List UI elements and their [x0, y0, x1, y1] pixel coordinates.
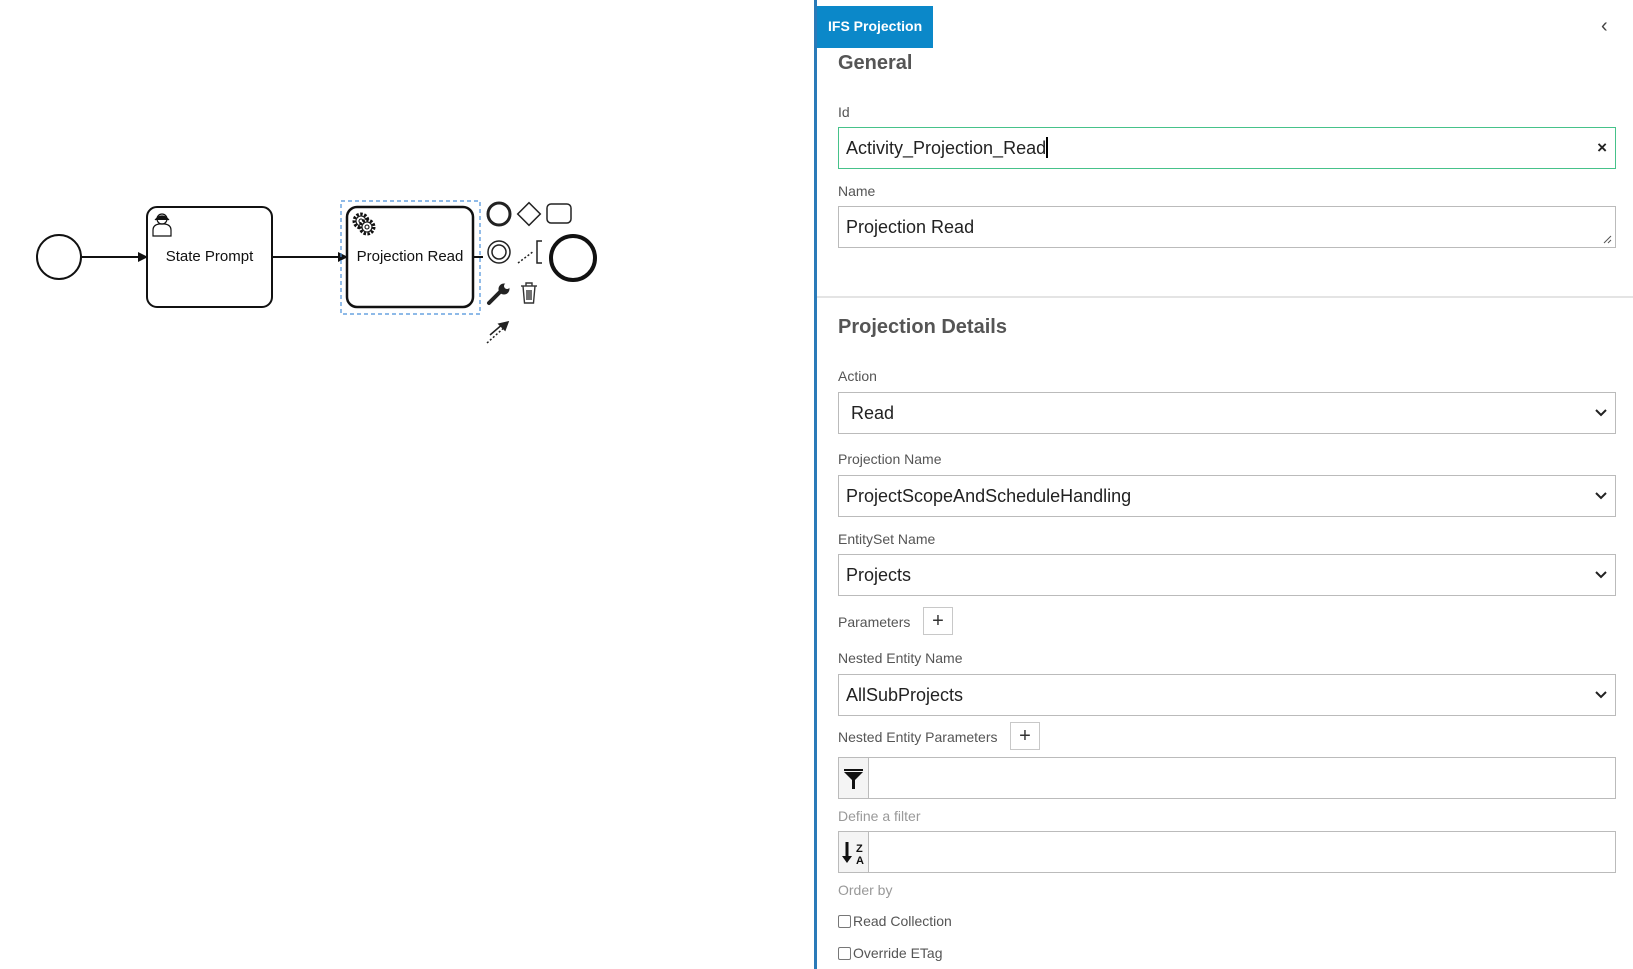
chevron-down-icon: [1593, 393, 1609, 433]
name-label: Name: [838, 183, 876, 199]
read-collection-row[interactable]: [838, 913, 952, 929]
resize-grip-icon[interactable]: [1603, 235, 1612, 244]
add-parameter-button[interactable]: +: [923, 607, 953, 635]
projection-name-select[interactable]: [838, 475, 1616, 517]
end-event[interactable]: [551, 236, 595, 280]
id-label: Id: [838, 104, 850, 120]
intermediate-event-icon[interactable]: [488, 241, 510, 263]
wrench-icon[interactable]: [489, 283, 510, 303]
filter-input-field[interactable]: [869, 758, 1615, 798]
action-select-value: Read: [851, 403, 895, 423]
clear-id-icon[interactable]: ×: [1597, 138, 1607, 157]
start-event[interactable]: [37, 235, 81, 279]
nested-entity-name-value: AllSubProjects: [846, 685, 964, 705]
id-input-value: Activity_Projection_Read: [846, 138, 1047, 158]
collapse-panel-icon[interactable]: ‹: [1601, 15, 1608, 37]
trash-icon[interactable]: [521, 283, 537, 303]
nested-entity-parameters-label: Nested Entity Parameters: [838, 729, 998, 745]
entityset-name-value: Projects: [846, 565, 912, 585]
chevron-down-icon: [1593, 476, 1609, 516]
projection-name-label: Projection Name: [838, 451, 942, 467]
nested-entity-name-label: Nested Entity Name: [838, 650, 963, 666]
diagram-svg: [0, 0, 815, 969]
text-caret: [1046, 137, 1048, 158]
action-label: Action: [838, 368, 877, 384]
panel-tab-ifs-projection[interactable]: IFS Projection: [817, 6, 933, 48]
section-general-title: General: [838, 52, 913, 74]
name-textarea[interactable]: [838, 206, 1616, 248]
id-input[interactable]: [838, 127, 1616, 169]
sort-desc-icon: [839, 832, 869, 872]
action-select[interactable]: [838, 392, 1616, 434]
text-annotation-icon[interactable]: [518, 241, 542, 263]
entityset-name-select[interactable]: [838, 554, 1616, 596]
parameters-label: Parameters: [838, 614, 911, 630]
sort-icon-a: A: [856, 855, 864, 867]
entityset-name-label: EntitySet Name: [838, 531, 936, 547]
connect-arrow-icon[interactable]: [487, 322, 508, 343]
gateway-icon[interactable]: [518, 203, 541, 226]
read-collection-label: Read Collection: [853, 913, 952, 929]
filter-hint: Define a filter: [838, 808, 921, 824]
order-by-input-field[interactable]: [869, 832, 1615, 872]
filter-icon: [839, 758, 869, 798]
add-nested-parameter-button[interactable]: +: [1010, 722, 1040, 750]
start-event-icon[interactable]: [488, 203, 510, 225]
chevron-down-icon: [1593, 675, 1609, 715]
order-by-hint: Order by: [838, 882, 893, 898]
filter-input[interactable]: [838, 757, 1616, 799]
nested-entity-name-select[interactable]: [838, 674, 1616, 716]
order-by-input[interactable]: [838, 831, 1616, 873]
projection-name-value: ProjectScopeAndScheduleHandling: [846, 486, 1132, 506]
read-collection-checkbox[interactable]: [838, 915, 851, 928]
override-etag-checkbox[interactable]: [838, 947, 851, 960]
properties-panel: [814, 0, 1633, 969]
name-textarea-value: Projection Read: [846, 217, 975, 237]
chevron-down-icon: [1593, 555, 1609, 595]
section-projection-details-title: Projection Details: [838, 316, 1007, 338]
task-label-projection-read: Projection Read: [356, 248, 464, 265]
override-etag-row[interactable]: [838, 945, 942, 961]
section-divider: [817, 296, 1633, 298]
bpmn-canvas[interactable]: [0, 0, 815, 969]
override-etag-label: Override ETag: [853, 945, 943, 961]
sort-icon-z: Z: [856, 843, 863, 855]
task-label-state-prompt: State Prompt: [165, 248, 254, 265]
task-icon[interactable]: [547, 204, 571, 223]
